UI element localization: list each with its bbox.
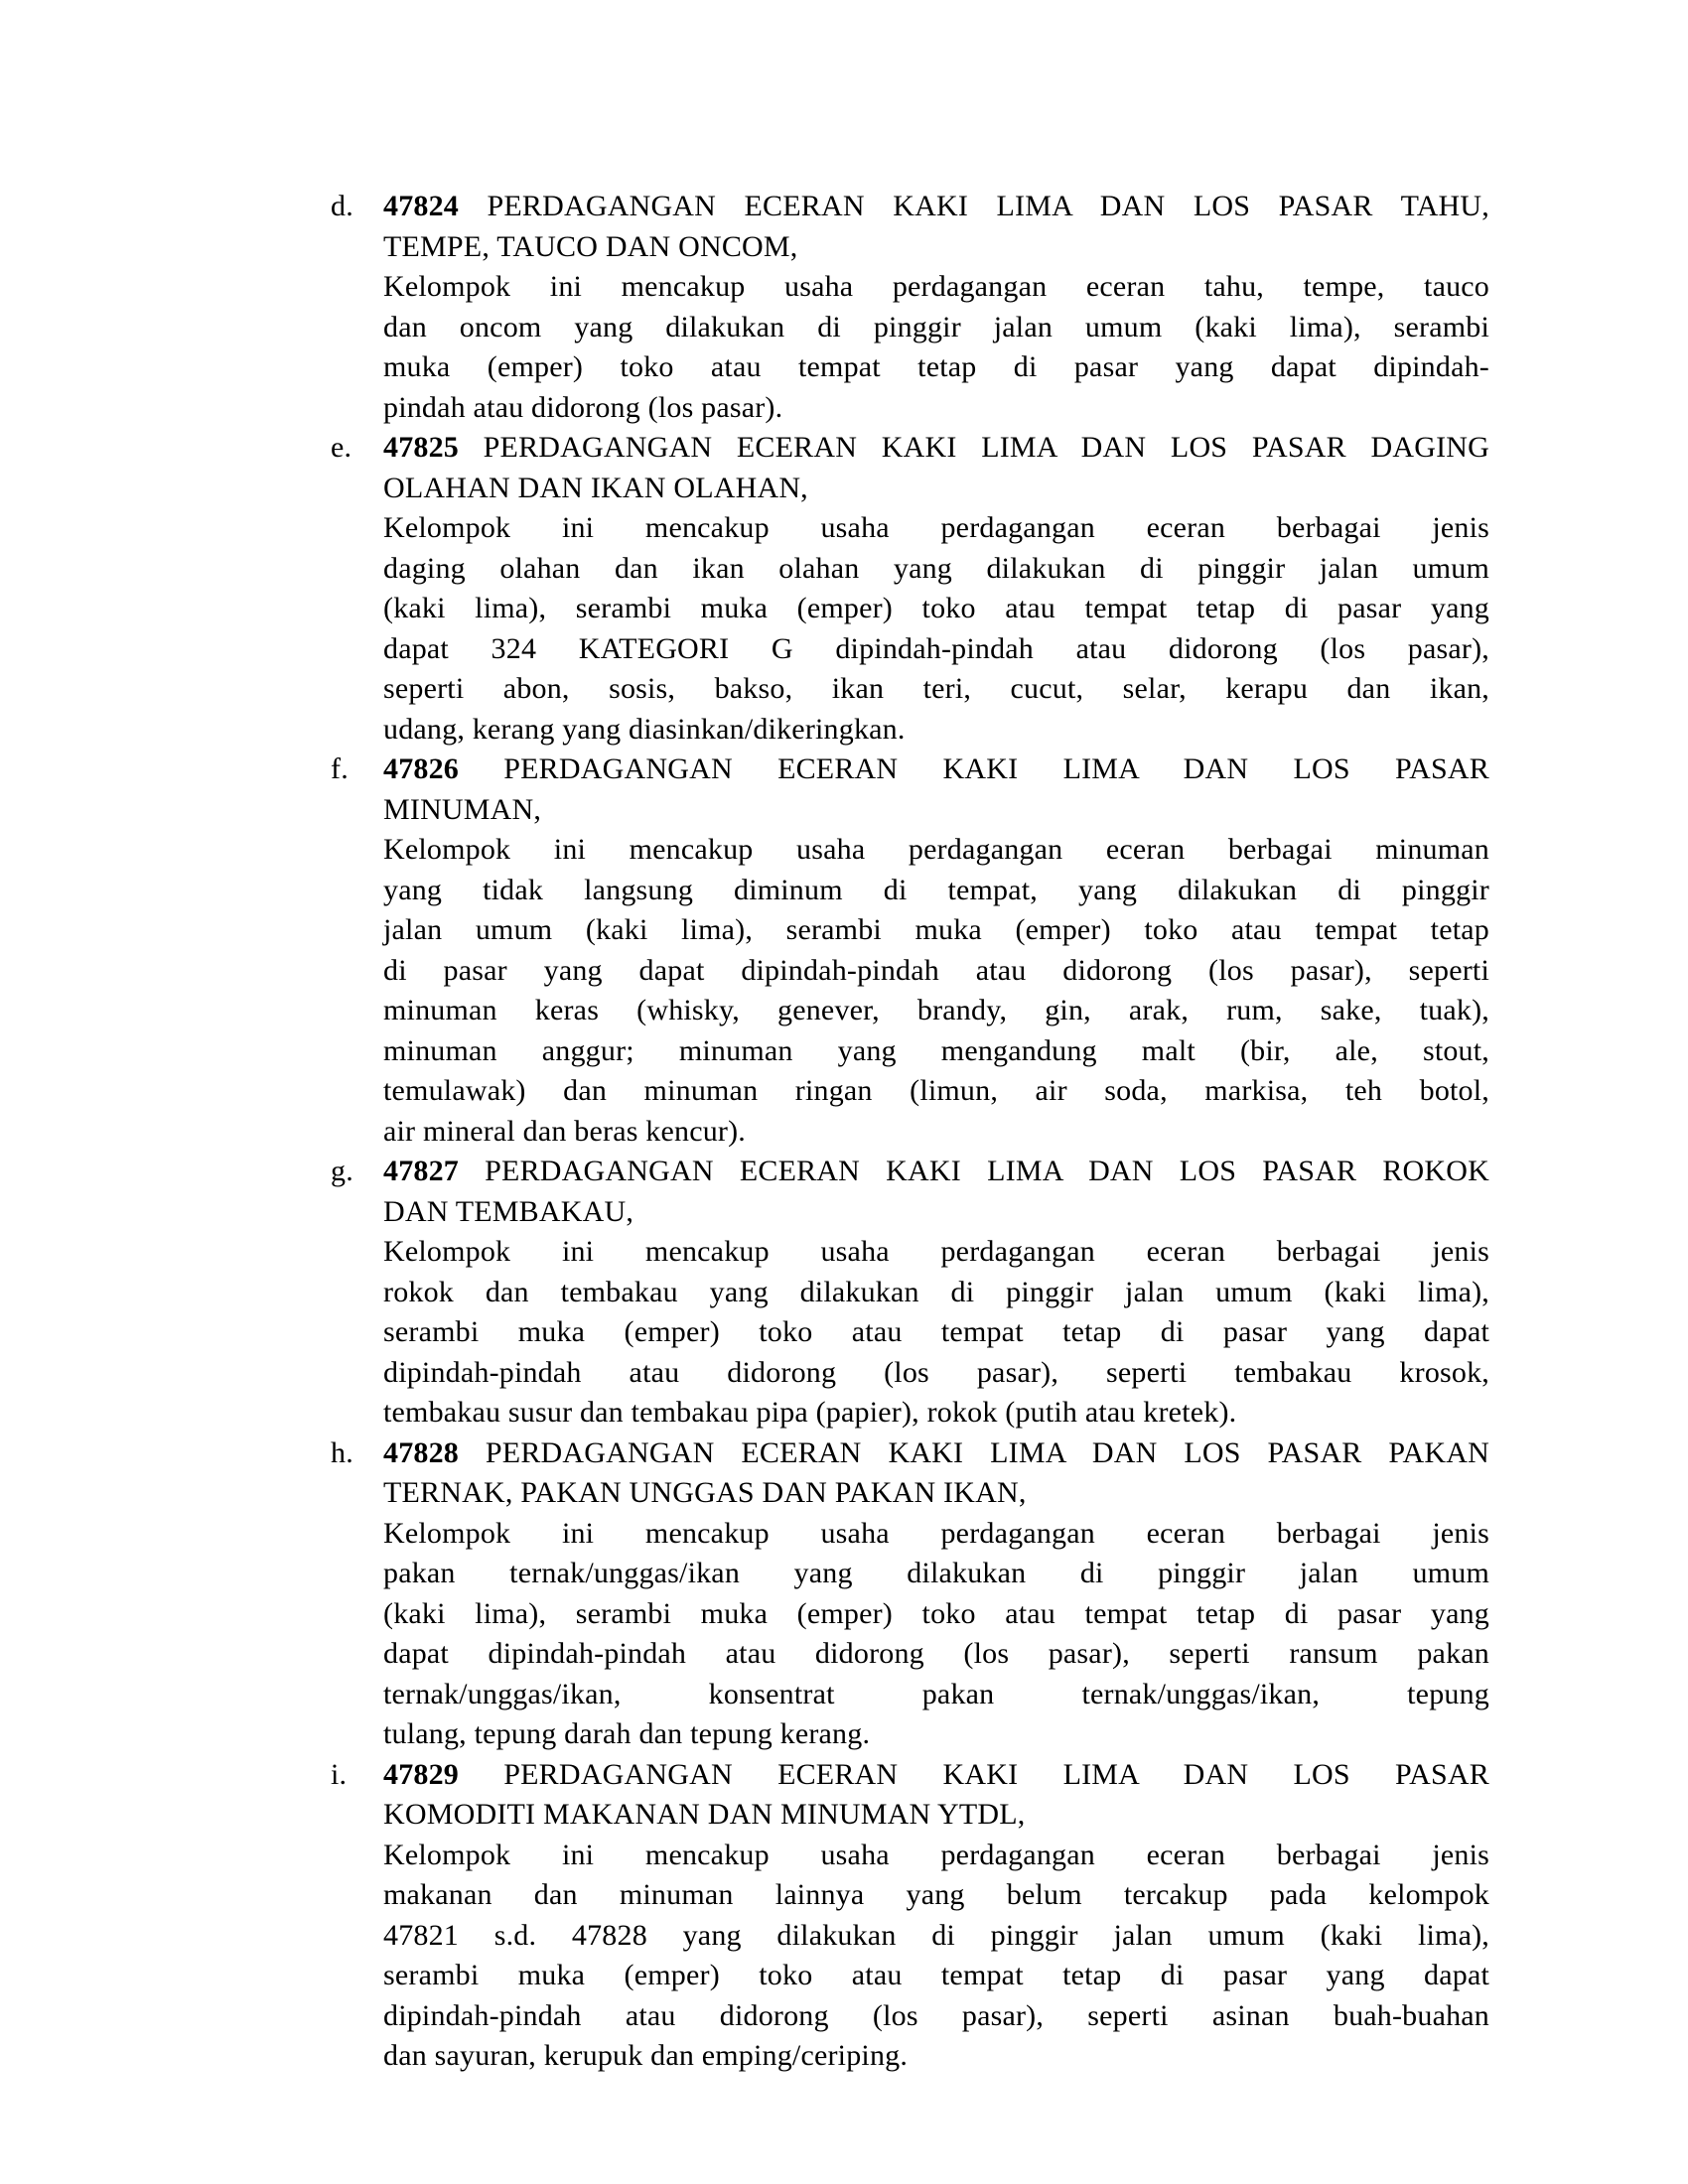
- item-body-line: dapat dipindah-pindah atau didorong (los pasar), seperti ransum pakan: [383, 1637, 1489, 1670]
- item-title-line: [383, 428, 1489, 469]
- item-code: 47825: [383, 431, 459, 464]
- item-title-line: [383, 187, 1489, 227]
- classification-item: [331, 1433, 1489, 1755]
- item-title-text: PERDAGANGAN ECERAN KAKI LIMA DAN LOS PASAR PAKAN: [485, 1435, 1489, 1469]
- item-body-line: serambi muka (emper) toko atau tempat tetap di pasar yang dapat: [383, 1959, 1489, 1991]
- item-body-line: pindah atau didorong (los pasar).: [383, 390, 783, 424]
- item-title-line: [383, 1755, 1489, 1796]
- item-code: 47824: [383, 190, 459, 222]
- item-title-line: [383, 750, 1489, 790]
- classification-item: [331, 1152, 1489, 1433]
- item-marker: d.: [331, 190, 353, 222]
- item-body-line: dipindah-pindah atau didorong (los pasar), seperti tembakau krosok,: [383, 1355, 1489, 1389]
- item-body-line: dapat 324 KATEGORI G dipindah-pindah atau didorong (los pasar),: [383, 631, 1489, 665]
- item-body-line: minuman anggur; minuman yang mengandung malt (bir, ale, stout,: [383, 1033, 1489, 1067]
- item-body-line: dan sayuran, kerupuk dan emping/ceriping.: [383, 2039, 909, 2072]
- item-body-line: makanan dan minuman lainnya yang belum tercakup pada kelompok: [383, 1878, 1489, 1911]
- item-code: 47826: [383, 752, 459, 785]
- item-content: [383, 1152, 1489, 1433]
- item-marker: f.: [331, 752, 349, 785]
- item-body-line: Kelompok ini mencakup usaha perdagangan eceran berbagai jenis: [383, 1235, 1489, 1268]
- classification-item: [331, 1755, 1489, 2077]
- item-title-line: DAN TEMBAKAU,: [383, 1194, 634, 1228]
- item-body-line: Kelompok ini mencakup usaha perdagangan eceran berbagai jenis: [383, 1838, 1489, 1871]
- item-body-line: tembakau susur dan tembakau pipa (papier), rokok (putih atau kretek).: [383, 1396, 1237, 1429]
- item-content: [383, 428, 1489, 750]
- item-title-line: KOMODITI MAKANAN DAN MINUMAN YTDL,: [383, 1798, 1026, 1831]
- item-body-line: (kaki lima), serambi muka (emper) toko atau tempat tetap di pasar yang: [383, 592, 1489, 624]
- item-body-line: Kelompok ini mencakup usaha perdagangan eceran tahu, tempe, tauco: [383, 270, 1489, 303]
- item-content: [383, 187, 1489, 428]
- item-body-line: 47821 s.d. 47828 yang dilakukan di pinggir jalan umum (kaki lima),: [383, 1918, 1489, 1952]
- item-body-line: tulang, tepung darah dan tepung kerang.: [383, 1717, 871, 1750]
- item-title-text: PERDAGANGAN ECERAN KAKI LIMA DAN LOS PASAR: [503, 752, 1489, 785]
- item-body-line: seperti abon, sosis, bakso, ikan teri, cucut, selar, kerapu dan ikan,: [383, 672, 1489, 705]
- item-code: 47828: [383, 1435, 459, 1469]
- classification-item: [331, 428, 1489, 750]
- item-body-line: rokok dan tembakau yang dilakukan di pinggir jalan umum (kaki lima),: [383, 1275, 1489, 1308]
- item-body-line: dipindah-pindah atau didorong (los pasar), seperti asinan buah-buahan: [383, 1998, 1489, 2032]
- item-title-line: [383, 1433, 1489, 1474]
- item-body-line: minuman keras (whisky, genever, brandy, gin, arak, rum, sake, tuak),: [383, 994, 1489, 1026]
- item-marker: h.: [331, 1435, 353, 1469]
- item-marker: i.: [331, 1757, 348, 1791]
- item-title-line: OLAHAN DAN IKAN OLAHAN,: [383, 471, 808, 504]
- item-title-line: TERNAK, PAKAN UNGGAS DAN PAKAN IKAN,: [383, 1476, 1027, 1509]
- item-title-text: PERDAGANGAN ECERAN KAKI LIMA DAN LOS PASAR DAGING: [483, 431, 1489, 464]
- item-code: 47827: [383, 1155, 459, 1187]
- item-body-line: di pasar yang dapat dipindah-pindah atau didorong (los pasar), seperti: [383, 953, 1489, 987]
- item-title-text: PERDAGANGAN ECERAN KAKI LIMA DAN LOS PASAR TAHU,: [487, 190, 1489, 222]
- item-body-line: Kelompok ini mencakup usaha perdagangan eceran berbagai jenis: [383, 1516, 1489, 1550]
- item-content: [383, 1433, 1489, 1755]
- item-body-line: dan oncom yang dilakukan di pinggir jalan umum (kaki lima), serambi: [383, 310, 1489, 343]
- item-body-line: daging olahan dan ikan olahan yang dilakukan di pinggir jalan umum: [383, 551, 1489, 585]
- item-body-line: air mineral dan beras kencur).: [383, 1114, 746, 1148]
- item-title-text: PERDAGANGAN ECERAN KAKI LIMA DAN LOS PASAR: [503, 1757, 1489, 1791]
- item-content: [383, 1755, 1489, 2077]
- item-marker: g.: [331, 1155, 353, 1187]
- item-title-line: MINUMAN,: [383, 792, 542, 826]
- item-body-line: ternak/unggas/ikan, konsentrat pakan ternak/unggas/ikan, tepung: [383, 1677, 1489, 1710]
- item-title-line: [383, 1152, 1489, 1192]
- item-body-line: udang, kerang yang diasinkan/dikeringkan.: [383, 712, 906, 746]
- classification-item: [331, 750, 1489, 1152]
- classification-list: [331, 187, 1489, 2077]
- item-marker: e.: [331, 431, 352, 464]
- item-body-line: temulawak) dan minuman ringan (limun, air soda, markisa, teh botol,: [383, 1074, 1489, 1107]
- item-body-line: pakan ternak/unggas/ikan yang dilakukan di pinggir jalan umum: [383, 1557, 1489, 1589]
- item-content: [383, 750, 1489, 1152]
- item-title-line: TEMPE, TAUCO DAN ONCOM,: [383, 229, 798, 263]
- item-body-line: muka (emper) toko atau tempat tetap di pasar yang dapat dipindah-: [383, 350, 1489, 383]
- item-body-line: serambi muka (emper) toko atau tempat tetap di pasar yang dapat: [383, 1315, 1489, 1348]
- item-body-line: Kelompok ini mencakup usaha perdagangan eceran berbagai jenis: [383, 511, 1489, 544]
- item-body-line: (kaki lima), serambi muka (emper) toko atau tempat tetap di pasar yang: [383, 1596, 1489, 1630]
- item-body-line: yang tidak langsung diminum di tempat, yang dilakukan di pinggir: [383, 873, 1489, 906]
- item-title-text: PERDAGANGAN ECERAN KAKI LIMA DAN LOS PASAR ROKOK: [485, 1155, 1489, 1187]
- item-code: 47829: [383, 1757, 459, 1791]
- item-body-line: Kelompok ini mencakup usaha perdagangan eceran berbagai minuman: [383, 833, 1489, 866]
- classification-item: [331, 187, 1489, 428]
- item-body-line: jalan umum (kaki lima), serambi muka (emper) toko atau tempat tetap: [383, 913, 1489, 946]
